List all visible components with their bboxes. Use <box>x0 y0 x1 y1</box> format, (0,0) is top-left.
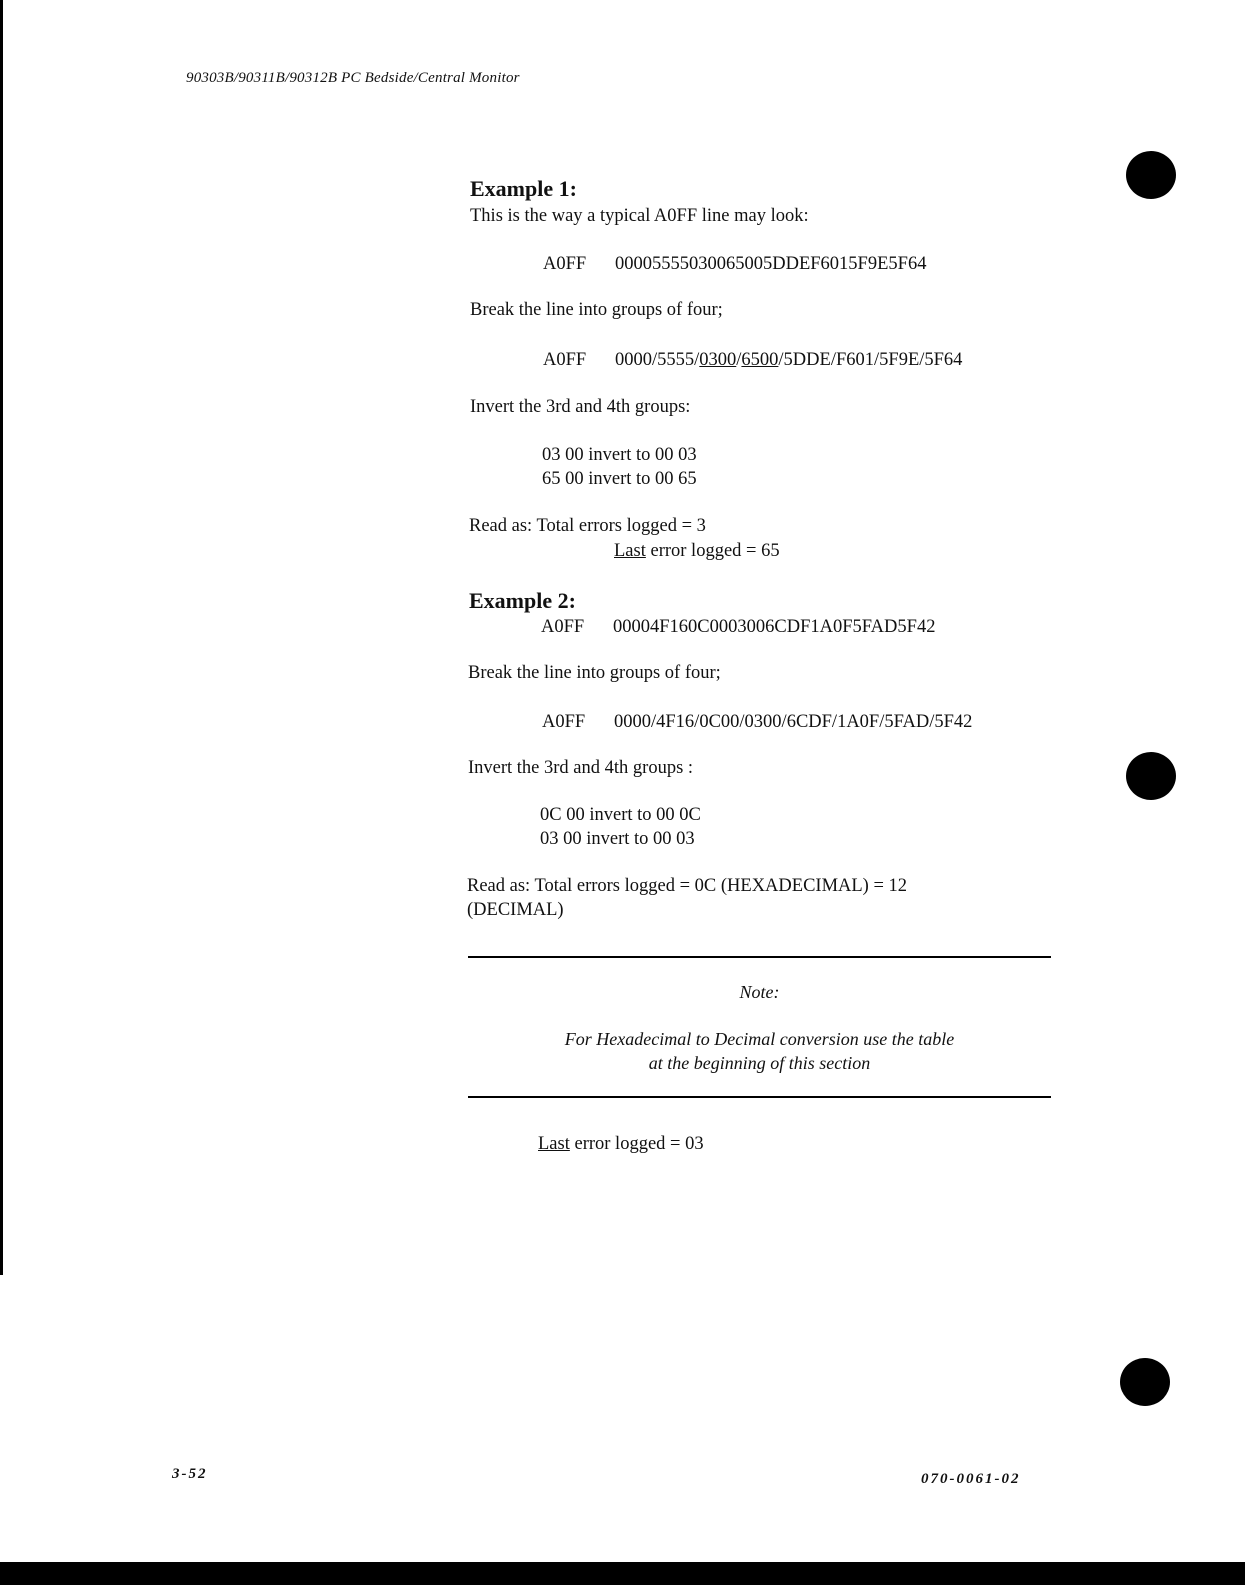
example-1-invert-line-2: 65 00 invert to 00 65 <box>542 469 697 489</box>
binder-hole-bottom <box>1120 1358 1170 1406</box>
last-word: Last <box>614 541 646 561</box>
example-2-invert-line-1: 0C 00 invert to 00 0C <box>540 805 701 825</box>
note-title: Note: <box>739 982 780 1002</box>
example-2-line-label: A0FF <box>541 617 585 637</box>
running-header: 90303B/90311B/90312B PC Bedside/Central Monitor <box>186 70 520 86</box>
example-1-intro: This is the way a typical A0FF line may look: <box>470 206 809 226</box>
last-word: Last <box>538 1134 570 1154</box>
binder-hole-middle <box>1126 752 1176 800</box>
example-1-line-label: A0FF <box>543 254 587 274</box>
page-number: 3-52 <box>172 1466 208 1482</box>
example-2-groups: 0000/4F16/0C00/0300/6CDF/1A0F/5FAD/5F42 <box>614 712 973 732</box>
page-left-border <box>0 0 3 1275</box>
binder-hole-top <box>1126 151 1176 199</box>
example-1-heading: Example 1: <box>470 176 577 201</box>
example-2-invert-text: Invert the 3rd and 4th groups : <box>468 758 694 778</box>
example-1-line-value: 00005555030065005DDEF6015F9E5F64 <box>615 254 927 274</box>
example-2-read-as: Read as: Total errors logged = 0C (HEXADECIMAL) = 12 <box>467 876 908 896</box>
example-1-invert-text: Invert the 3rd and 4th groups: <box>470 397 691 417</box>
example-2-invert-line-2: 03 00 invert to 00 03 <box>540 829 695 849</box>
example-2-last-error <box>538 1134 704 1155</box>
group-4-underlined: 6500 <box>741 350 779 370</box>
example-1-invert-line-1: 03 00 invert to 00 03 <box>542 445 697 465</box>
example-1-read-as: Read as: Total errors logged = 3 <box>469 516 706 536</box>
example-2-heading: Example 2: <box>469 588 576 613</box>
note-line-2: at the beginning of this section <box>648 1053 871 1073</box>
example-2-groups-label: A0FF <box>542 712 586 732</box>
last-error-value: error logged = 03 <box>569 1134 704 1154</box>
note-bottom-rule <box>468 1096 1051 1098</box>
groups-1-2: 0000/5555/ <box>615 350 700 370</box>
group-3-underlined: 0300 <box>699 350 737 370</box>
groups-5-8: /5DDE/F601/5F9E/5F64 <box>778 350 963 370</box>
example-1-groups-label: A0FF <box>543 350 587 370</box>
document-number: 070-0061-02 <box>921 1471 1021 1487</box>
example-2-break-text: Break the line into groups of four; <box>468 663 721 683</box>
page-bottom-border <box>0 1562 1245 1585</box>
note-line-1: For Hexadecimal to Decimal conversion use the table <box>564 1029 955 1049</box>
example-1-break-text: Break the line into groups of four; <box>470 300 723 320</box>
last-error-value: error logged = 65 <box>645 541 780 561</box>
example-1-groups <box>615 350 962 371</box>
group-separator: / <box>736 350 742 370</box>
example-1-last-error <box>614 541 780 562</box>
example-2-read-as-cont: (DECIMAL) <box>467 900 564 920</box>
example-2-line-value: 00004F160C0003006CDF1A0F5FAD5F42 <box>613 617 936 637</box>
note-top-rule <box>468 956 1051 958</box>
